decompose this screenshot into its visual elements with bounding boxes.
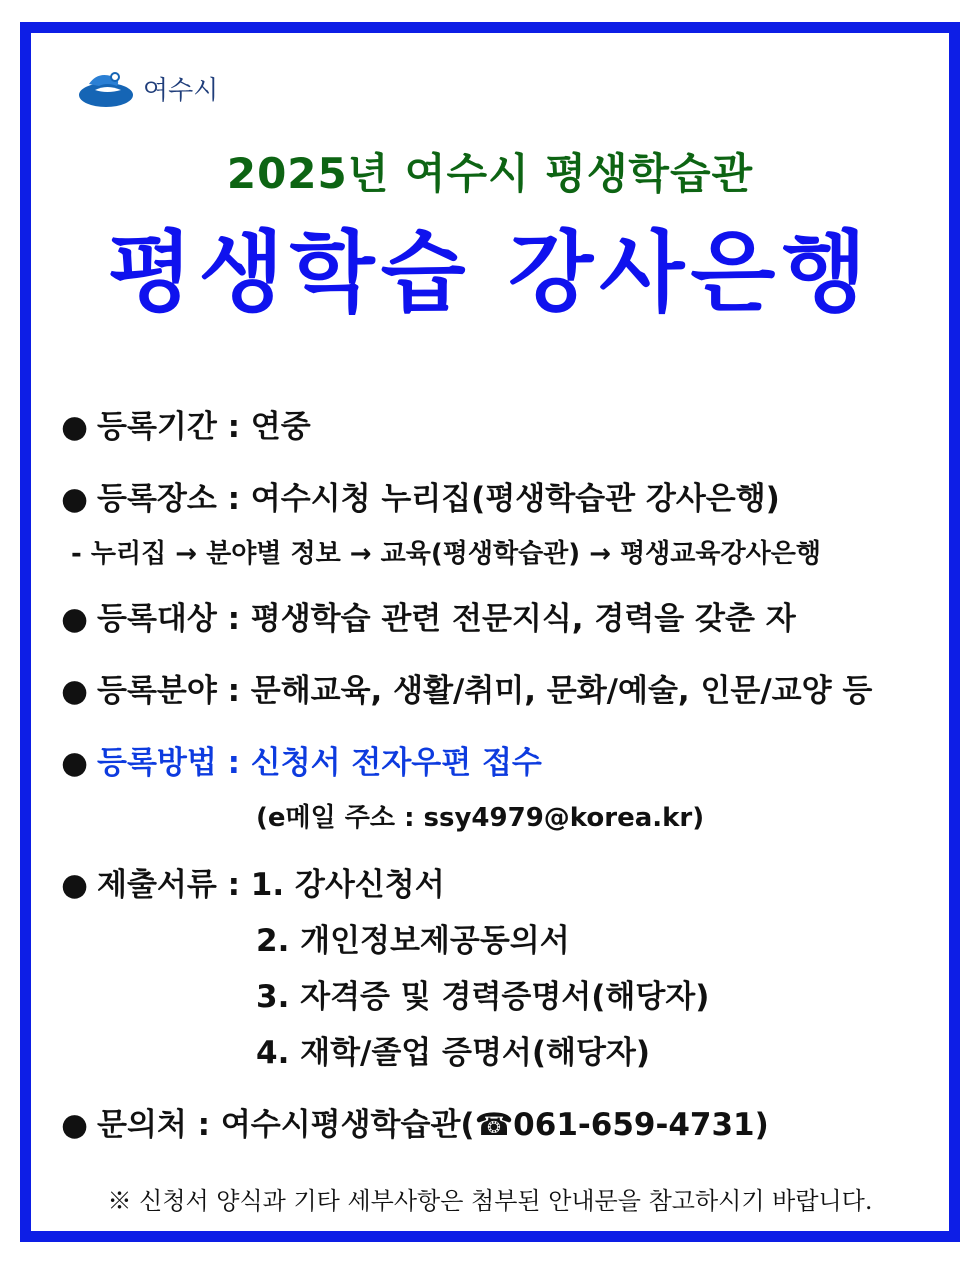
item-registration-field	[61, 665, 872, 710]
logo-text: 여수시	[143, 75, 219, 106]
email-note: (e메일 주소 : ssy4979@korea.kr)	[256, 803, 705, 833]
bullet: ●	[61, 1107, 89, 1143]
yeosu-logo-icon	[77, 68, 135, 108]
yeosu-logo	[77, 63, 218, 113]
bullet: ●	[61, 867, 89, 903]
item-label: 등록분야 :	[97, 673, 251, 709]
bullet: ●	[61, 481, 89, 517]
document-item: 4. 재학/졸업 증명서(해당자)	[256, 1035, 651, 1071]
item-label: 문의처 :	[97, 1107, 221, 1143]
item-value: 여수시평생학습관(☎061-659-4731)	[220, 1107, 769, 1143]
poster-title: 평생학습 강사은행	[107, 221, 873, 324]
bullet: ●	[61, 745, 89, 781]
bullet: ●	[61, 601, 89, 637]
item-value: 1. 강사신청서	[250, 867, 445, 903]
item-label: 등록대상 :	[97, 601, 251, 637]
item-documents	[61, 859, 445, 904]
item-value: 연중	[250, 409, 311, 445]
item-value: 평생학습 관련 전문지식, 경력을 갖춘 자	[250, 601, 796, 637]
item-registration-target	[61, 593, 796, 638]
bullet: ●	[61, 409, 89, 445]
item-value: 신청서 전자우편 접수	[250, 745, 542, 781]
item-value: 문해교육, 생활/취미, 문화/예술, 인문/교양 등	[250, 673, 873, 709]
item-registration-method	[61, 737, 542, 782]
path-note: - 누리집 → 분야별 정보 → 교육(평생학습관) → 평생교육강사은행	[71, 539, 821, 569]
item-label: 등록기간 :	[97, 409, 251, 445]
footer-note: ※ 신청서 양식과 기타 세부사항은 첨부된 안내문을 참고하시기 바랍니다.	[107, 1187, 873, 1215]
bullet: ●	[61, 673, 89, 709]
document-item: 2. 개인정보제공동의서	[256, 923, 570, 959]
item-label: 등록장소 :	[97, 481, 251, 517]
item-registration-period	[61, 401, 311, 446]
item-label: 제출서류 :	[97, 867, 251, 903]
item-registration-place	[61, 473, 780, 518]
item-label: 등록방법 :	[97, 745, 251, 781]
poster-frame	[20, 22, 960, 1242]
item-value: 여수시청 누리집(평생학습관 강사은행)	[250, 481, 780, 517]
document-item: 3. 자격증 및 경력증명서(해당자)	[256, 979, 710, 1015]
item-contact	[61, 1099, 769, 1144]
poster-subtitle: 2025년 여수시 평생학습관	[226, 149, 754, 198]
